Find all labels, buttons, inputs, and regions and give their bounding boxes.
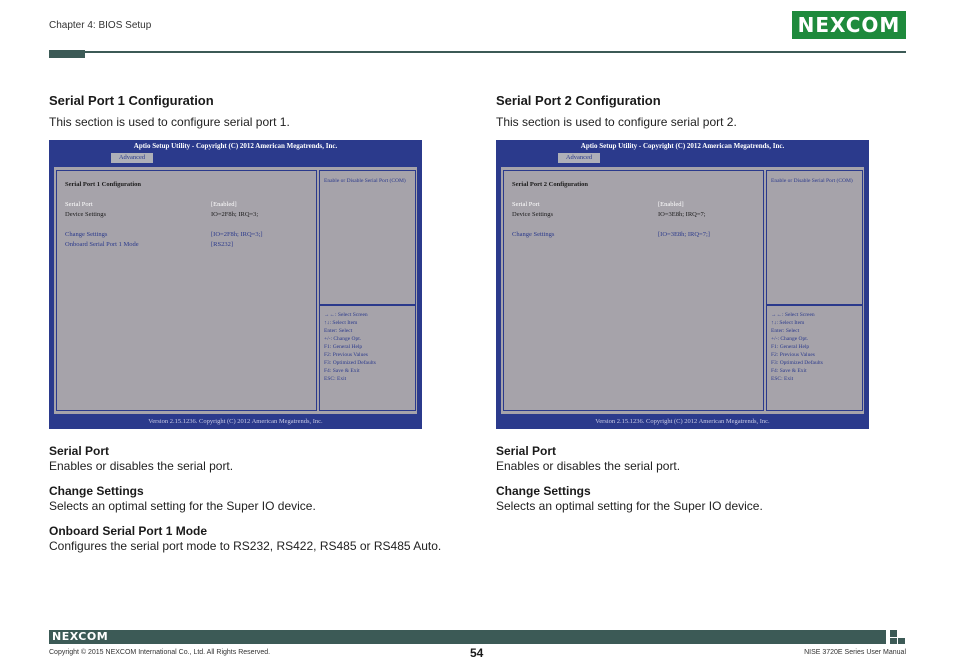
- bios-help-panel: [319, 170, 416, 305]
- bios-tab-bar: [49, 152, 422, 164]
- key-hint: →←: Select Screen: [771, 312, 815, 318]
- explanation-heading: Change Settings: [496, 484, 591, 498]
- bios-main-panel: [503, 170, 764, 411]
- section-title: Serial Port 2 Configuration: [496, 93, 661, 108]
- bios-keys-panel: [766, 305, 863, 411]
- explanation-text: Selects an optimal setting for the Super IO device.: [49, 499, 316, 513]
- key-hint: F2: Previous Values: [771, 352, 815, 358]
- key-hint: ESC: Exit: [324, 376, 347, 382]
- bios-row-value: [Enabled]: [211, 201, 237, 208]
- key-hint: F3: Optimized Defaults: [771, 360, 823, 366]
- bios-main-panel: [56, 170, 317, 411]
- bios-row-value: [Enabled]: [658, 201, 684, 208]
- bios-screen-serial-port-1: [49, 140, 422, 429]
- key-hint: ESC: Exit: [771, 376, 794, 382]
- bios-row-label: Device Settings: [65, 211, 106, 218]
- key-hint: +/-: Change Opt.: [324, 336, 362, 342]
- explanation-serial-port: [49, 444, 469, 473]
- explanation-text: Configures the serial port mode to RS232, RS422, RS485 or RS485 Auto.: [49, 539, 442, 553]
- bios-row-label: Serial Port: [65, 201, 93, 208]
- bios-row-value: IO=3E8h; IRQ=7;: [658, 211, 706, 218]
- key-hint: ↑↓: Select Item: [324, 320, 358, 326]
- bios-row-value: [IO=2F8h; IRQ=3;]: [211, 231, 263, 238]
- footer-square: [890, 638, 897, 644]
- bios-body: [53, 166, 418, 415]
- key-hint: F4: Save & Exit: [324, 368, 360, 374]
- key-hint: Enter: Select: [324, 328, 353, 334]
- explanation-onboard-mode: [49, 524, 469, 553]
- bios-row-value: [IO=3E8h; IRQ=7;]: [658, 231, 710, 238]
- section-title: Serial Port 1 Configuration: [49, 93, 214, 108]
- logo-text: NEXCOM: [797, 13, 901, 37]
- bios-row-label: Onboard Serial Port 1 Mode: [65, 241, 139, 248]
- bios-help-panel: [766, 170, 863, 305]
- bios-body: [500, 166, 865, 415]
- tab-advanced[interactable]: Advanced: [558, 153, 600, 163]
- bios-header: Aptio Setup Utility - Copyright (C) 2012 American Megatrends, Inc.: [133, 142, 338, 150]
- header-accent: [49, 50, 85, 58]
- key-hint: F3: Optimized Defaults: [324, 360, 376, 366]
- bios-screen-serial-port-2: [496, 140, 869, 429]
- explanation-heading: Serial Port: [49, 444, 110, 458]
- explanation-serial-port: [496, 444, 916, 473]
- footer-logo: NEXCOM: [52, 630, 109, 643]
- bios-row-label: Change Settings: [65, 231, 108, 238]
- bios-row-label: Serial Port: [512, 201, 540, 208]
- footer-square: [890, 630, 897, 637]
- chapter-label: Chapter 4: BIOS Setup: [49, 20, 152, 31]
- explanation-heading: Change Settings: [49, 484, 144, 498]
- nexcom-logo: [792, 11, 906, 39]
- header-rule: [49, 51, 906, 53]
- section-serial-port-2: [496, 93, 868, 129]
- bios-header: Aptio Setup Utility - Copyright (C) 2012 American Megatrends, Inc.: [580, 142, 785, 150]
- section-description: This section is used to configure serial port 1.: [49, 115, 290, 129]
- bios-help-text: Enable or Disable Serial Port (COM): [324, 178, 406, 184]
- explanation-text: Selects an optimal setting for the Super IO device.: [496, 499, 763, 513]
- page-number: 54: [470, 646, 484, 660]
- bios-tab-bar: [496, 152, 869, 164]
- explanation-change-settings: [496, 484, 916, 513]
- key-hint: →←: Select Screen: [324, 312, 368, 318]
- bios-row-value: [RS232]: [211, 241, 234, 248]
- tab-advanced[interactable]: Advanced: [111, 153, 153, 163]
- explanation-text: Enables or disables the serial port.: [49, 459, 234, 473]
- bios-row-value: IO=2F8h; IRQ=3;: [211, 211, 259, 218]
- bios-row-label: Device Settings: [512, 211, 553, 218]
- section-description: This section is used to configure serial port 2.: [496, 115, 737, 129]
- key-hint: +/-: Change Opt.: [771, 336, 809, 342]
- key-hint: F2: Previous Values: [324, 352, 368, 358]
- manual-title: NISE 3720E Series User Manual: [804, 649, 906, 656]
- bios-row-label: Change Settings: [512, 231, 555, 238]
- explanation-heading: Onboard Serial Port 1 Mode: [49, 524, 208, 538]
- key-hint: Enter: Select: [771, 328, 800, 334]
- bios-keys-panel: [319, 305, 416, 411]
- explanation-heading: Serial Port: [496, 444, 557, 458]
- bios-help-text: Enable or Disable Serial Port (COM): [771, 178, 853, 184]
- copyright-text: Copyright © 2015 NEXCOM International Co., Ltd. All Rights Reserved.: [49, 649, 271, 656]
- footer-square: [898, 638, 905, 644]
- footer-bar: [49, 630, 886, 644]
- bios-footer: Version 2.15.1236. Copyright (C) 2012 American Megatrends, Inc.: [595, 418, 770, 425]
- bios-section-label-text: Serial Port 2 Configuration: [512, 181, 589, 188]
- key-hint: F1: General Help: [771, 344, 810, 350]
- bios-footer: Version 2.15.1236. Copyright (C) 2012 American Megatrends, Inc.: [148, 418, 323, 425]
- explanation-change-settings: [49, 484, 469, 513]
- explanation-text: Enables or disables the serial port.: [496, 459, 681, 473]
- key-hint: ↑↓: Select Item: [771, 320, 805, 326]
- key-hint: F4: Save & Exit: [771, 368, 807, 374]
- section-serial-port-1: [49, 93, 421, 129]
- key-hint: F1: General Help: [324, 344, 363, 350]
- bios-section-label-text: Serial Port 1 Configuration: [65, 181, 142, 188]
